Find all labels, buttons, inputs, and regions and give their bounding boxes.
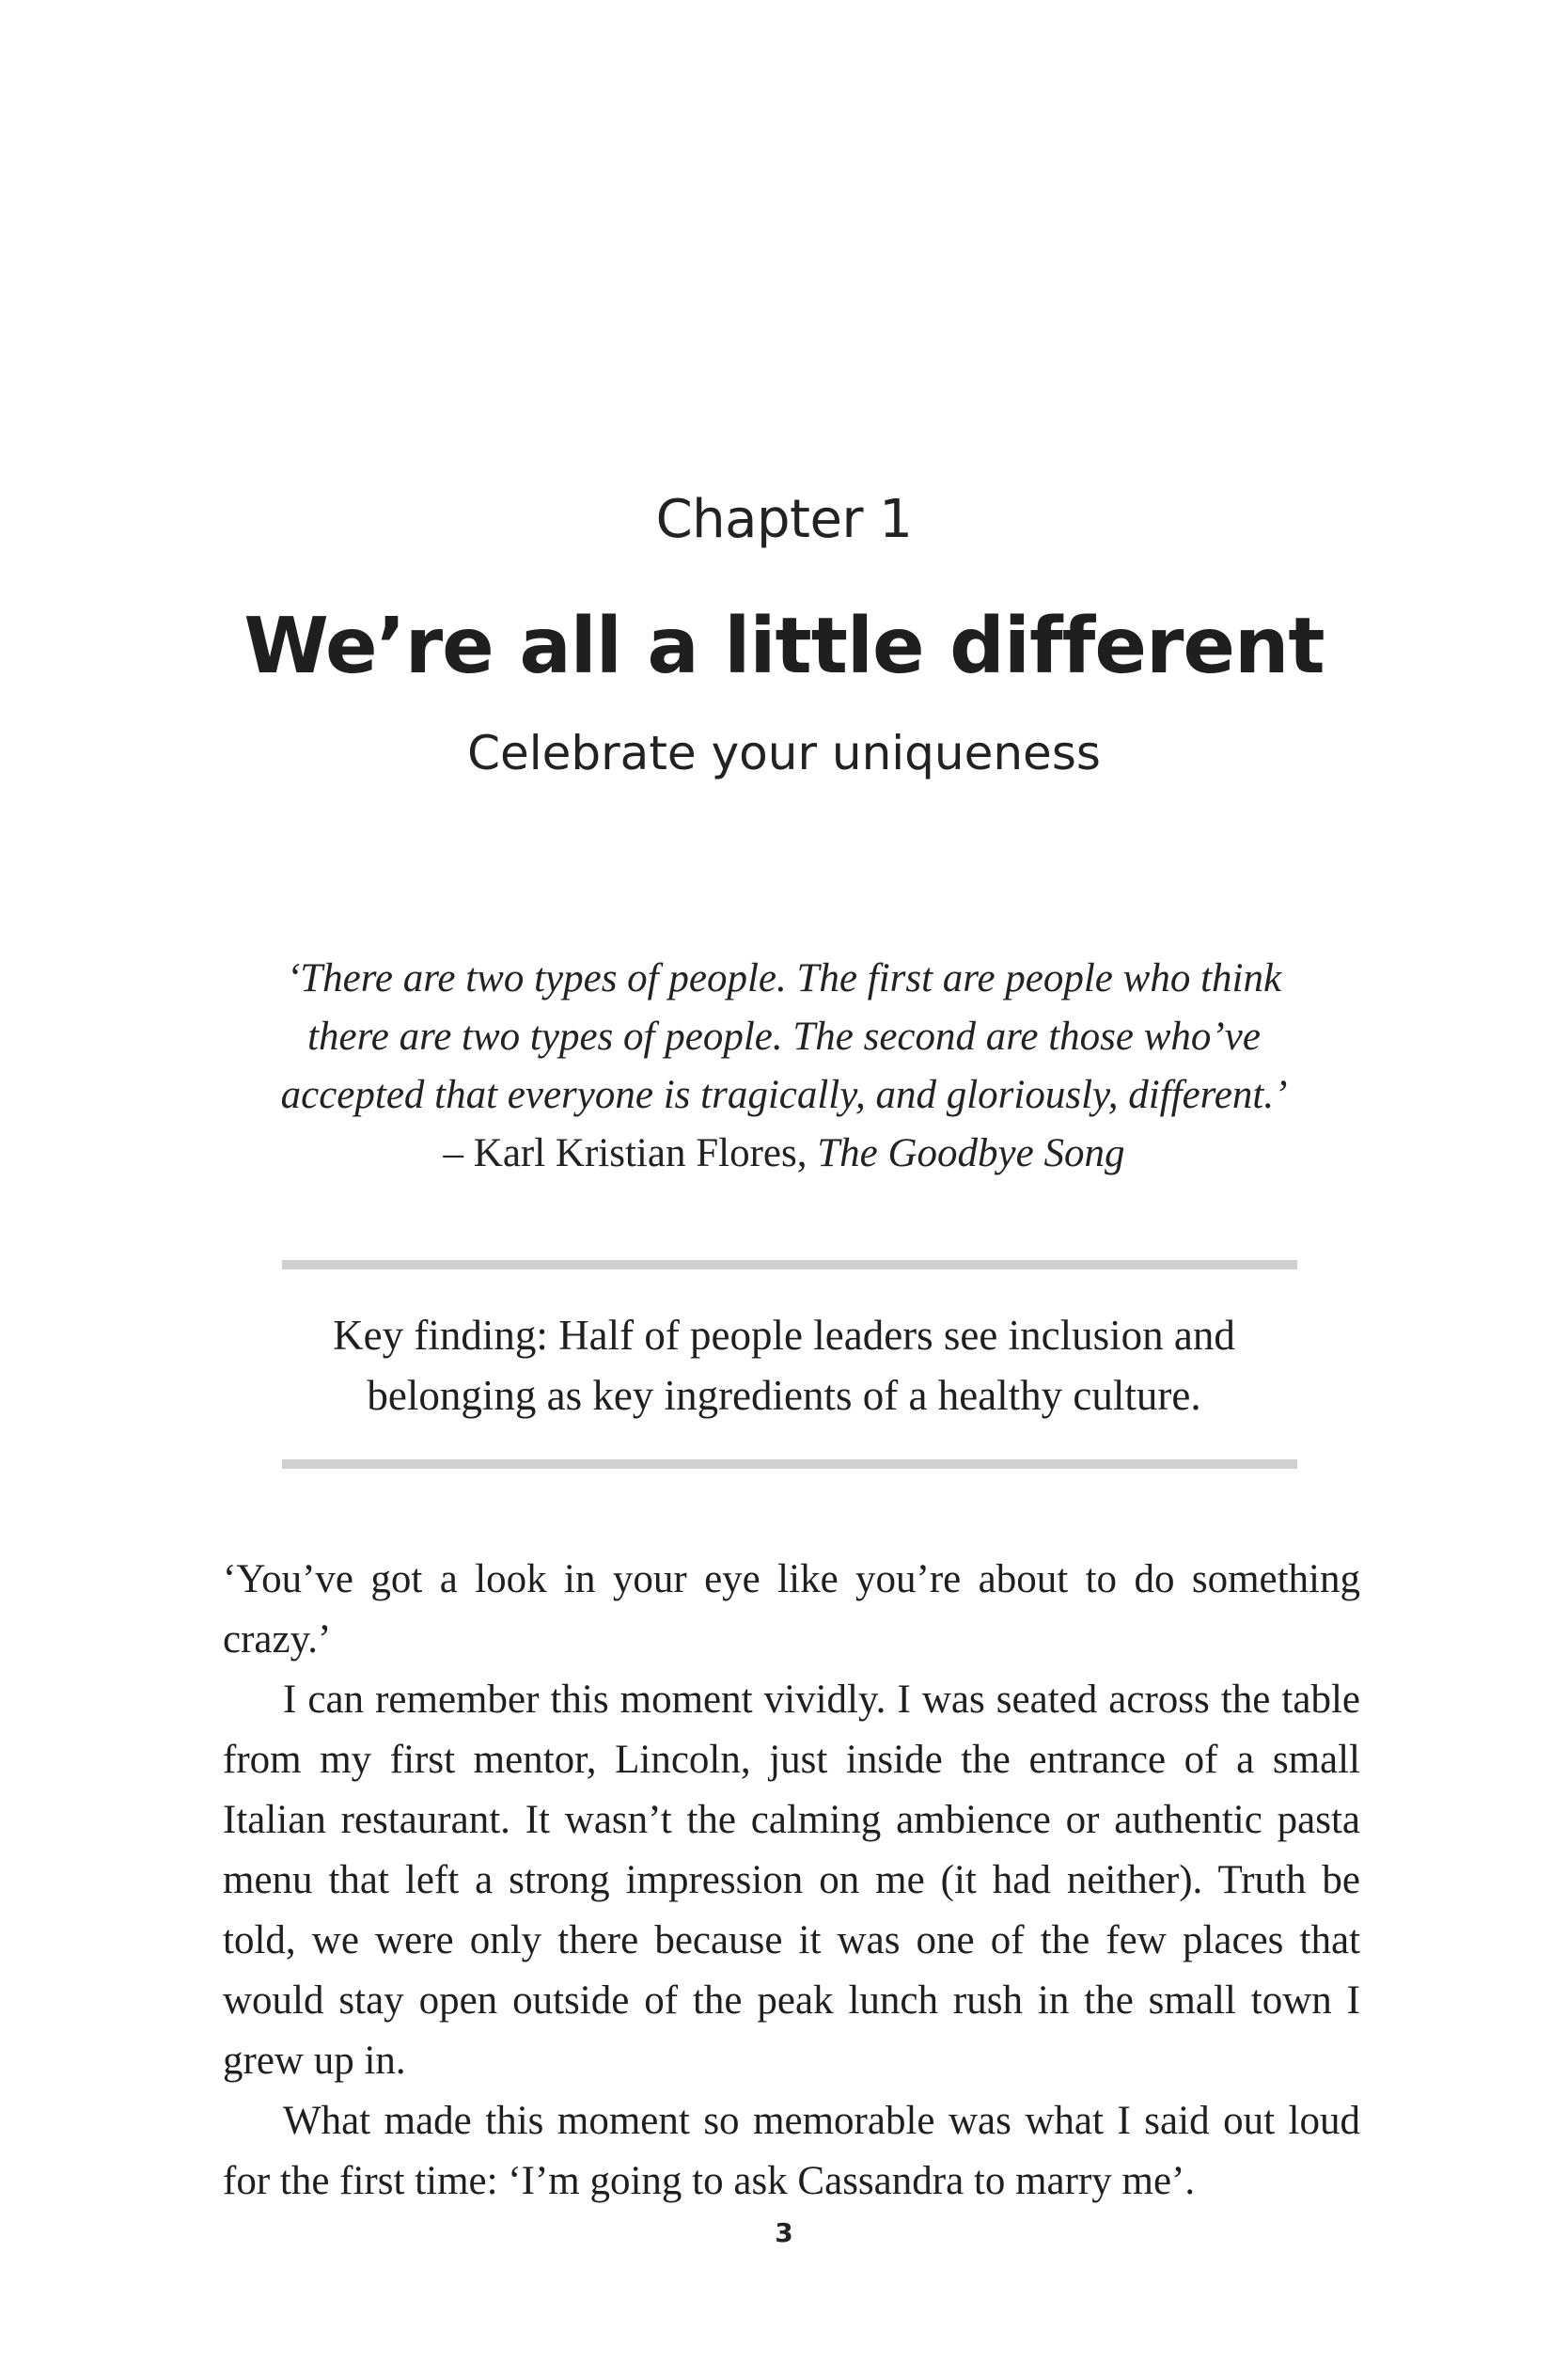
attribution-author: – Karl Kristian Flores,: [443, 1131, 818, 1175]
chapter-label: Chapter 1: [655, 489, 913, 550]
key-finding-bottom-divider: [282, 1459, 1297, 1469]
epigraph-line: there are two types of people. The second are those who’ve: [307, 1015, 1261, 1059]
body-text: [223, 1550, 1360, 2212]
key-finding-callout: [0, 1305, 1568, 1426]
attribution-work: The Goodbye Song: [817, 1131, 1125, 1175]
epigraph: [0, 950, 1568, 1183]
key-finding-top-divider: [282, 1260, 1297, 1269]
body-paragraph: What made this moment so memorable was what I said out loud for the first time: ‘I’m going to ask Cassandra to marry me’.: [223, 2099, 1360, 2203]
epigraph-line: ‘There are two types of people. The first are people who think: [286, 956, 1282, 1000]
key-finding-line: Key finding: Half of people leaders see inclusion and: [333, 1312, 1235, 1359]
chapter-subtitle: Celebrate your uniqueness: [467, 726, 1101, 780]
chapter-title: We’re all a little different: [243, 602, 1325, 691]
body-paragraph: ‘You’ve got a look in your eye like you’re about to do something crazy.’: [223, 1557, 1360, 1662]
body-paragraph: I can remember this moment vividly. I was seated across the table from my first mentor, Lincoln, just inside the entrance of a small Italian restaurant. It wasn’t the calming ambience or authentic pasta menu that left a strong impression on me (it had neither). Truth be told, we were only there because it was one of the few places that would stay open outside of the peak lunch rush in the small town I grew up in.: [223, 1678, 1360, 2083]
key-finding-line: belonging as key ingredients of a healthy culture.: [367, 1372, 1201, 1419]
epigraph-line: accepted that everyone is tragically, and gloriously, different.’: [280, 1073, 1288, 1117]
epigraph-attribution: [0, 1125, 1568, 1183]
page-number: 3: [775, 2217, 793, 2248]
